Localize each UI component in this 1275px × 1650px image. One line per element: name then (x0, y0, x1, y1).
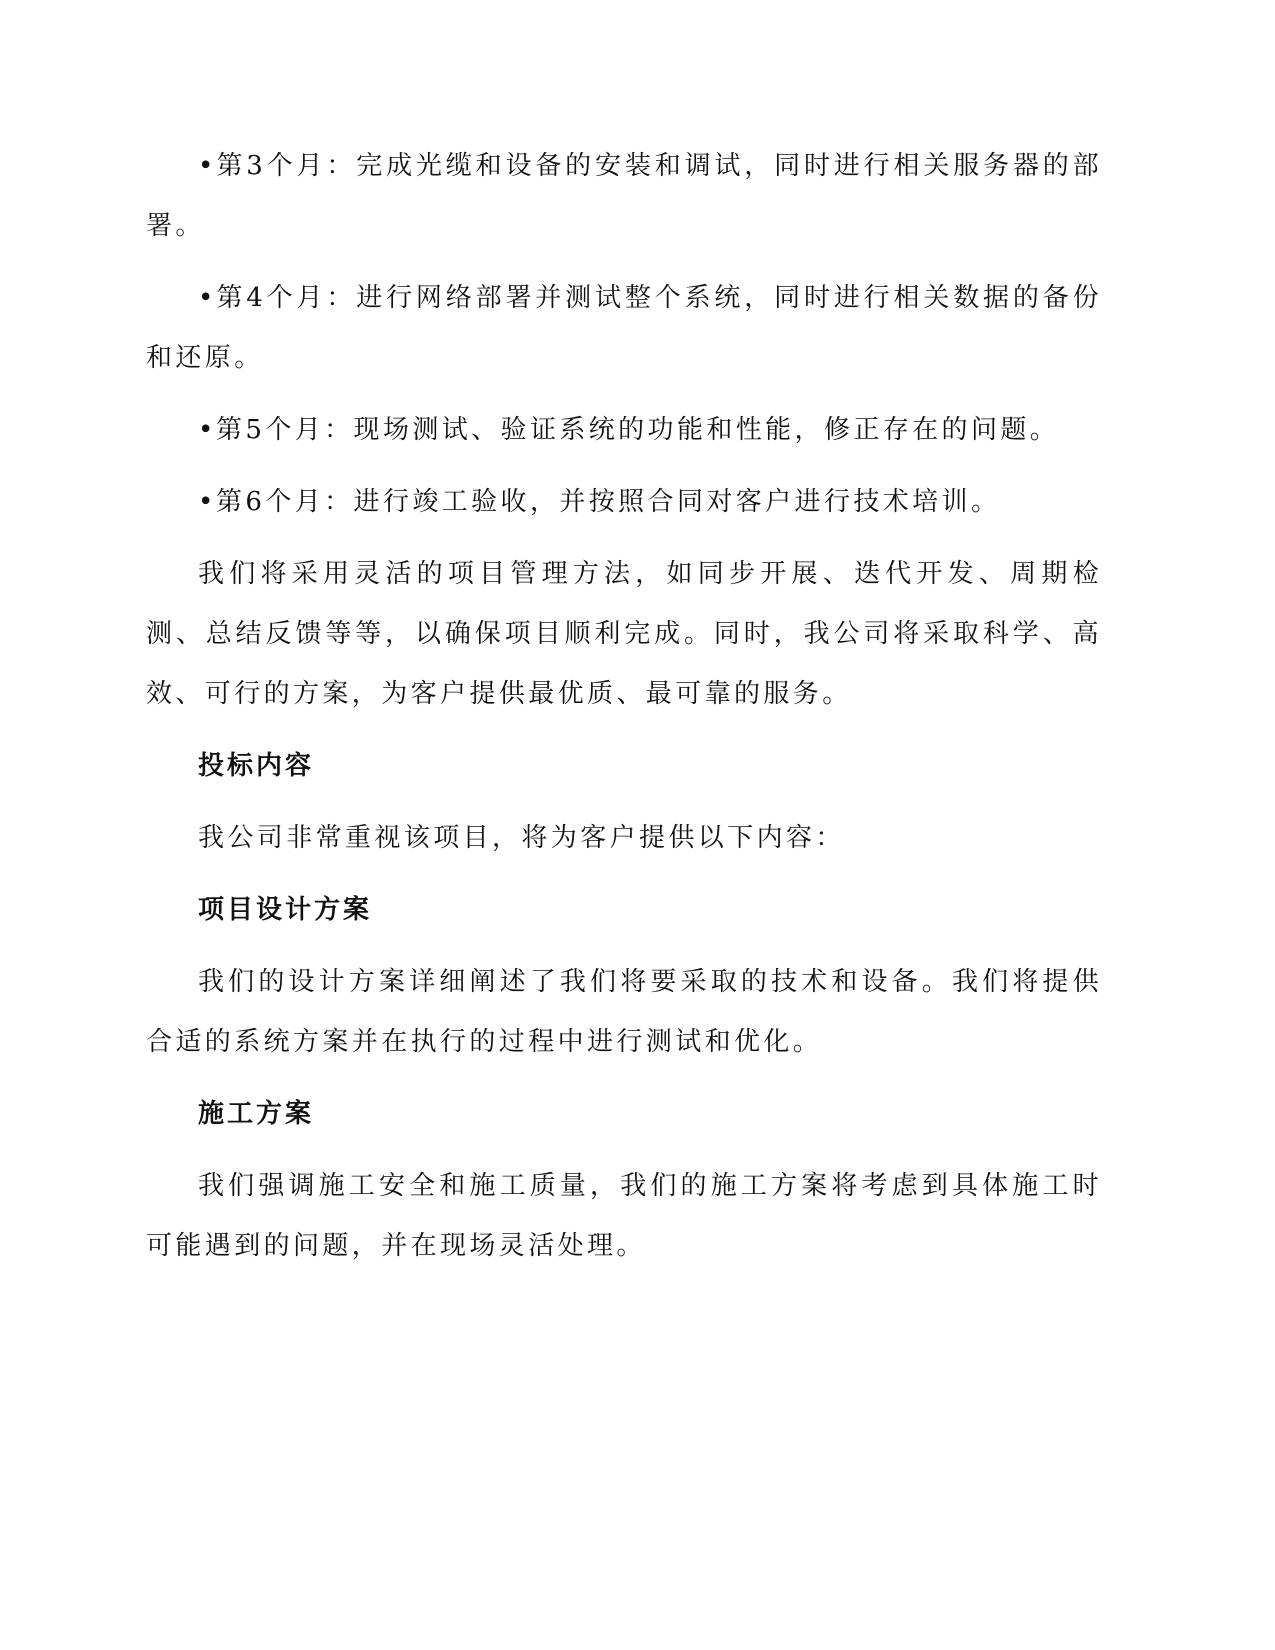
document-body (146, 136, 1102, 1288)
project-management-paragraph: 我们将采用灵活的项目管理方法，如同步开展、迭代开发、周期检测、总结反馈等等，以确保项目顺利完成。同时，我公司将采取科学、高效、可行的方案，为客户提供最优质、最可靠的服务。 (146, 559, 1102, 709)
bullet-marker: • (198, 487, 217, 517)
bullet-text: 第3个月：完成光缆和设备的安装和调试，同时进行相关服务器的部署。 (146, 151, 1102, 241)
bid-content-heading: 投标内容 (198, 751, 315, 781)
construction-plan-paragraph: 我们强调施工安全和施工质量，我们的施工方案将考虑到具体施工时可能遇到的问题，并在现场灵活处理。 (146, 1171, 1102, 1261)
bullet-marker: • (198, 415, 217, 445)
design-plan-paragraph: 我们的设计方案详细阐述了我们将要采取的技术和设备。我们将提供合适的系统方案并在执行的过程中进行测试和优化。 (146, 967, 1102, 1057)
schedule-bullet-month-4 (146, 268, 1102, 388)
construction-plan-heading: 施工方案 (198, 1099, 315, 1129)
bullet-text: 第6个月：进行竣工验收，并按照合同对客户进行技术培训。 (216, 487, 1001, 517)
schedule-bullet-month-3 (146, 136, 1102, 256)
schedule-bullet-month-6 (146, 472, 1102, 532)
bullet-text: 第4个月：进行网络部署并测试整个系统，同时进行相关数据的备份和还原。 (146, 283, 1102, 373)
bullet-marker: • (198, 151, 217, 181)
bid-intro-paragraph: 我公司非常重视该项目，将为客户提供以下内容： (198, 823, 845, 853)
schedule-bullet-month-5 (146, 400, 1102, 460)
design-plan-heading: 项目设计方案 (198, 895, 373, 925)
bullet-text: 第5个月：现场测试、验证系统的功能和性能，修正存在的问题。 (216, 415, 1060, 445)
bullet-marker: • (198, 283, 217, 313)
